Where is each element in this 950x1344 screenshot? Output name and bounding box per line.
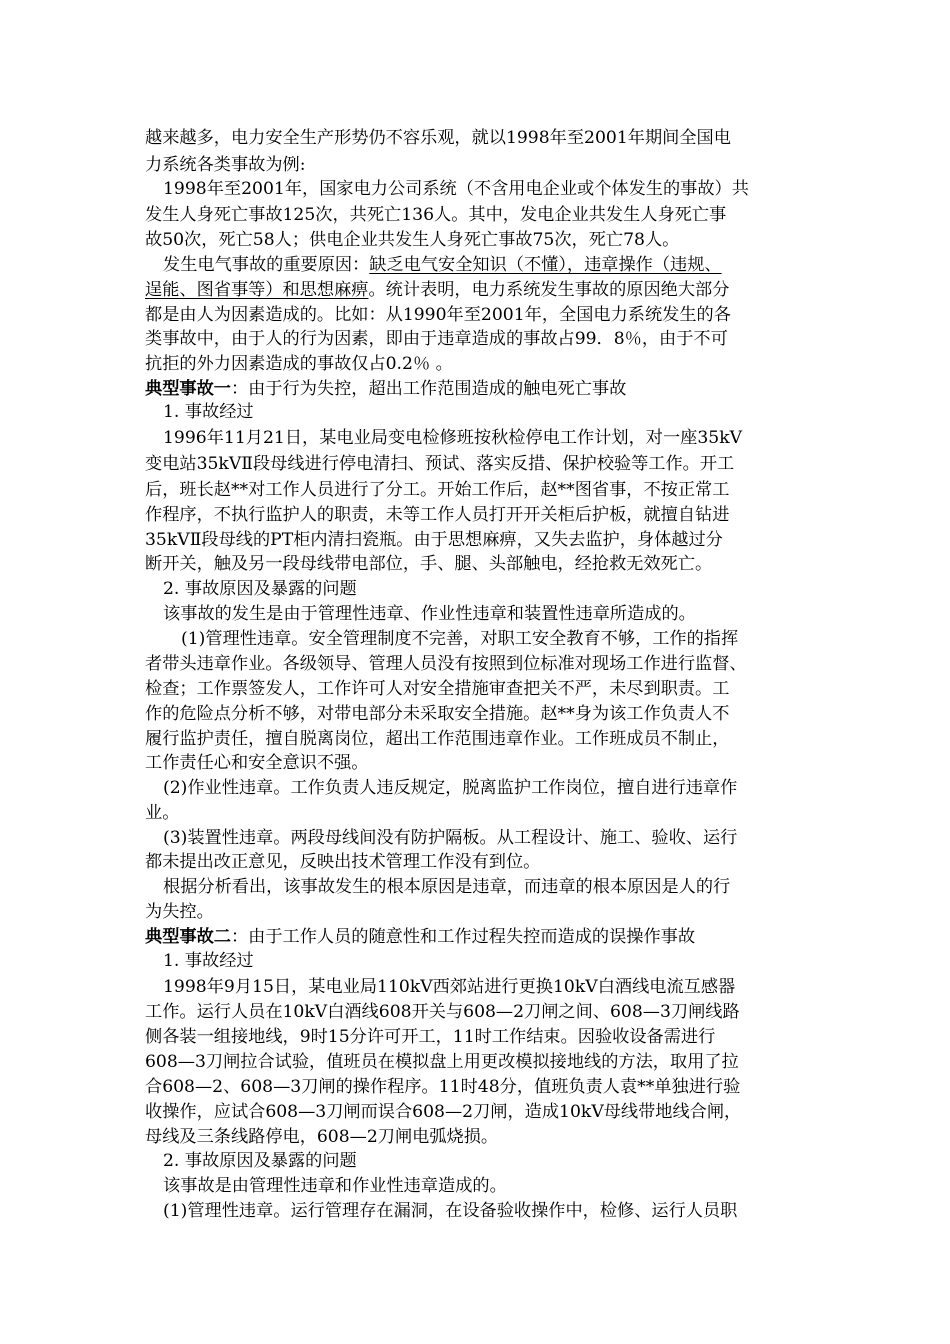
text-line <box>145 1100 741 1124</box>
text-run: 工作责任心和安全意识不强。 <box>145 753 369 773</box>
underlined-phrase: 缺乏电气安全知识（不懂），违章操作（违规、 <box>369 255 722 275</box>
text-run: 工作。运行人员在10kV白酒线608开关与608—2刀闸之间、608—3刀闸线路 <box>145 1002 740 1022</box>
text-run: 业。 <box>145 803 180 823</box>
text-run: 力系统各类事故为例: <box>145 155 306 175</box>
text-run: (1)管理性违章。运行管理存在漏洞，在设备验收操作中，检修、运行人员职 <box>163 1201 738 1221</box>
text-line <box>145 327 728 351</box>
text-run: 该事故的发生是由于管理性违章、作业性违章和装置性违章所造成的。 <box>163 604 696 624</box>
text-line <box>163 826 737 850</box>
text-run: 608—3刀闸拉合试验，值班员在模拟盘上用更改模拟接地线的方法，取用了拉 <box>145 1052 739 1072</box>
text-run: 越来越多，电力安全生产形势仍不容乐观，就以1998年至2001年期间全国电 <box>145 128 731 148</box>
text-line <box>145 850 540 874</box>
text-run: 合608—2、608—3刀闸的操作程序。11时48分，值班负责人袁**单独进行验 <box>145 1077 741 1097</box>
text-line <box>145 503 729 527</box>
text-run: 。统计表明，电力系统发生事故的原因绝大部分 <box>368 280 730 300</box>
text-run: 1998年至2001年，国家电力公司系统（不含用电企业或个体发生的事故）共 <box>163 179 749 199</box>
text-line <box>145 1075 740 1099</box>
text-line <box>163 1174 507 1198</box>
underlined-phrase: 逞能、图省事等） <box>145 280 283 300</box>
text-line <box>145 1000 740 1024</box>
text-run: 1. 事故经过 <box>163 402 254 422</box>
text-run: 都是由人为因素造成的。比如：从1990年至2001年，全国电力系统发生的各 <box>145 305 731 325</box>
text-line <box>163 177 749 201</box>
text-run: 后，班长赵**对工作人员进行了分工。开始工作后，赵**图省事，不按正常工 <box>145 480 730 500</box>
text-line <box>163 1149 357 1173</box>
text-line <box>145 153 305 177</box>
text-run: 都未提出改正意见，反映出技术管理工作没有到位。 <box>145 852 541 872</box>
text-line <box>145 677 729 701</box>
text-run: 履行监护责任，擅自脱离岗位，超出工作范围违章作业。工作班成员不制止， <box>145 729 730 749</box>
text-run: 者带头违章作业。各级领导、管理人员没有按照到位标准对现场工作进行监督、 <box>145 654 747 674</box>
text-line <box>145 303 731 327</box>
text-run: (1)管理性违章。安全管理制度不完善，对职工安全教育不够，工作的指挥 <box>181 629 739 649</box>
text-line <box>163 1199 737 1223</box>
text-line <box>163 253 722 277</box>
section-heading-label: 典型事故二 <box>145 927 231 947</box>
text-run: ：由于工作人员的随意性和工作过程失控而造成的误操作事故 <box>230 927 696 947</box>
text-run: 检查；工作票签发人，工作许可人对安全措施审查把关不严，未尽到职责。工 <box>145 679 730 699</box>
text-line <box>163 949 254 973</box>
text-run: 1998年9月15日，某电业局110kV西郊站进行更换10kV白酒线电流互感器 <box>163 977 736 997</box>
text-run: 变电站35kVⅡ段母线进行停电清扫、预试、落实反措、保护校验等工作。开工 <box>145 454 735 474</box>
text-line <box>163 426 742 450</box>
text-line <box>163 875 730 899</box>
underlined-phrase: 和思想麻痹 <box>282 280 369 300</box>
text-line <box>163 776 737 800</box>
text-line <box>145 1125 498 1149</box>
text-line <box>145 751 368 775</box>
text-run: (3)装置性违章。两段母线间没有防护隔板。从工程设计、施工、验收、运行 <box>163 828 738 848</box>
text-run: 收操作，应试合608—3刀闸而误合608—2刀闸，造成10kV母线带地线合闸， <box>145 1102 742 1122</box>
text-run: 母线及三条线路停电，608—2刀闸电弧烧损。 <box>145 1127 499 1147</box>
text-run: 为失控。 <box>145 902 214 922</box>
text-line <box>163 577 357 601</box>
text-line <box>145 702 729 726</box>
text-line <box>145 528 723 552</box>
section-heading-label: 典型事故一 <box>145 379 231 399</box>
text-line <box>145 452 734 476</box>
text-run: 该事故是由管理性违章和作业性违章造成的。 <box>163 1176 507 1196</box>
text-run: 作的危险点分析不够，对带电部分未采取安全措施。赵**身为该工作负责人不 <box>145 704 730 724</box>
text-run: 根据分析看出，该事故发生的根本原因是违章，而违章的根本原因是人的行 <box>163 877 731 897</box>
text-line <box>145 801 179 825</box>
text-line <box>163 400 254 424</box>
text-run: 断开关，触及另一段母线带电部位，手、腿、头部触电，经抢救无效死亡。 <box>145 554 713 574</box>
text-line <box>145 925 695 949</box>
text-line <box>145 126 731 150</box>
text-run: 抗拒的外力因素造成的事故仅占0.2％ 。 <box>145 354 453 374</box>
text-line <box>145 727 729 751</box>
text-line <box>145 652 747 676</box>
text-line <box>145 1025 715 1049</box>
text-run: 发生人身死亡事故125次，共死亡136人。其中，发电企业共发生人身死亡事 <box>145 205 727 225</box>
text-line <box>145 478 729 502</box>
text-line <box>145 552 712 576</box>
text-line <box>163 602 696 626</box>
text-run: 2. 事故原因及暴露的问题 <box>163 1151 357 1171</box>
text-line <box>145 278 729 302</box>
text-run: 故50次，死亡58人；供电企业共发生人身死亡事故75次，死亡78人。 <box>145 230 680 250</box>
text-line <box>181 627 738 651</box>
text-run: 发生电气事故的重要原因： <box>163 255 370 275</box>
text-run: 侧各装一组接地线，9时15分许可开工，11时工作结束。因验收设备需进行 <box>145 1027 716 1047</box>
text-line <box>145 352 453 376</box>
text-line <box>145 203 726 227</box>
text-line <box>163 975 735 999</box>
text-run: 类事故中，由于人的行为因素，即由于违章造成的事故占99．8％，由于不可 <box>145 329 728 349</box>
text-line <box>145 228 679 252</box>
text-line <box>145 377 626 401</box>
text-line <box>145 1050 739 1074</box>
text-run: 35kVⅡ段母线的PT柜内清扫瓷瓶。由于思想麻痹，又失去监护，身体越过分 <box>145 530 723 550</box>
text-line <box>145 900 214 924</box>
text-run: 作程序，不执行监护人的职责，未等工作人员打开开关柜后护板，就擅自钻进 <box>145 505 730 525</box>
text-run: 1. 事故经过 <box>163 951 254 971</box>
text-run: ：由于行为失控，超出工作范围造成的触电死亡事故 <box>230 379 627 399</box>
text-run: 1996年11月21日，某电业局变电检修班按秋检停电工作计划，对一座35kV <box>163 428 743 448</box>
text-run: (2)作业性违章。工作负责人违反规定，脱离监护工作岗位，擅自进行违章作 <box>163 778 738 798</box>
text-run: 2. 事故原因及暴露的问题 <box>163 579 357 599</box>
